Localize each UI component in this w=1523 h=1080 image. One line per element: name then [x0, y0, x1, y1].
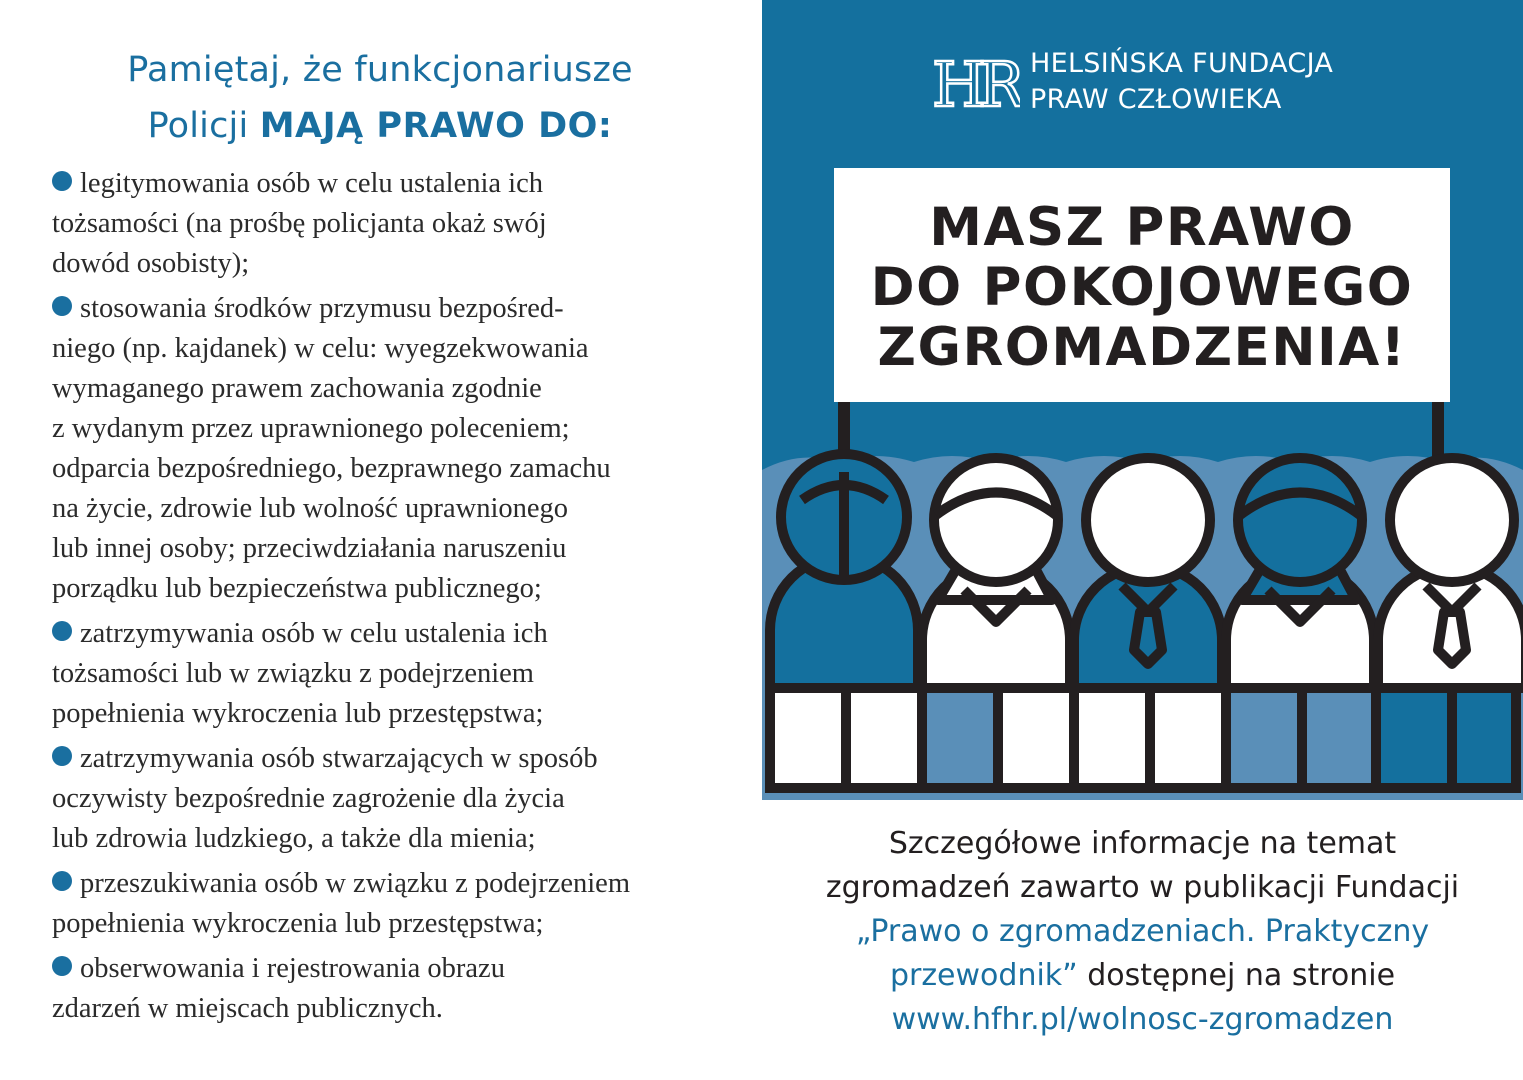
heading-line-1: Pamiętaj, że funkcjonariusze — [127, 50, 633, 90]
info-suffix: dostępnej na stronie — [1077, 958, 1396, 993]
logo-mark-text: HR — [932, 48, 1017, 118]
bullet-icon — [52, 956, 72, 976]
list-item — [52, 864, 742, 944]
bullet-icon — [52, 746, 72, 766]
list-item-text: legitymowania osób w celu ustalenia ich tożsamości (na prośbę policjanta okaż swój dowód osobisty); — [52, 168, 547, 279]
website-link[interactable]: www.hfhr.pl/wolnosc-zgromadzen — [891, 1002, 1394, 1037]
left-heading — [40, 42, 720, 154]
info-line-2: zgromadzeń zawarto w publikacji Fundacji — [825, 870, 1460, 905]
heading-prefix: Policji — [147, 106, 260, 146]
protest-sign — [834, 168, 1450, 402]
list-item — [52, 739, 742, 859]
bullet-icon — [52, 621, 72, 641]
list-item-text: zatrzymywania osób stwarzających w sposób oczywisty bezpośrednie zagrożenie dla życia lub zdrowia ludzkiego, a także dla mienia; — [52, 743, 598, 854]
info-line-4 — [770, 954, 1515, 998]
heading-line-2 — [40, 98, 720, 154]
list-item — [52, 289, 742, 609]
sign-line-2: DO POKOJOWEGO — [870, 257, 1414, 318]
more-info — [770, 822, 1515, 1042]
list-item-text: obserwowania i rejestrowania obrazu zdarzeń w miejscach publicznych. — [52, 953, 505, 1024]
logo-line-1: HELSIŃSKA FUNDACJA — [1030, 48, 1334, 79]
list-item — [52, 164, 742, 284]
list-item-text: przeszukiwania osób w związku z podejrzeniem popełnienia wykroczenia lub przestępstwa; — [52, 868, 630, 939]
heading-strong: MAJĄ PRAWO DO: — [259, 106, 613, 146]
poster-panel — [762, 0, 1523, 800]
list-item — [52, 949, 742, 1029]
list-item-text: zatrzymywania osób w celu ustalenia ich tożsamości lub w związku z podejrzeniem popełnienia wykroczenia lub przestępstwa; — [52, 618, 548, 729]
barrier — [770, 688, 1516, 788]
rights-list — [52, 164, 742, 1034]
bullet-icon — [52, 171, 72, 191]
info-line-1: Szczegółowe informacje na temat — [888, 826, 1397, 861]
publication-title-line-2: przewodnik” — [889, 958, 1078, 993]
person-1 — [770, 454, 918, 688]
bullet-icon — [52, 871, 72, 891]
logo-line-2: PRAW CZŁOWIEKA — [1030, 84, 1282, 115]
publication-title-line-1: „Prawo o zgromadzeniach. Praktyczny — [855, 914, 1430, 949]
sign-line-3: ZGROMADZENIA! — [877, 317, 1407, 378]
sign-line-1: MASZ PRAWO — [929, 197, 1355, 258]
list-item — [52, 614, 742, 734]
sign-title — [834, 198, 1450, 378]
bullet-icon — [52, 296, 72, 316]
list-item-text: stosowania środków przymusu bezpośred- niego (np. kajdanek) w celu: wyegzekwowania wymaganego prawem zachowania zgodnie z wydanym przez uprawnionego poleceniem; odparcia bezpośredniego, bezprawnego zamachu na życie, zdrowie lub wolność uprawnionego lub innej osoby; przeciwdziałania naruszeniu porządku lub bezpieczeństwa publicznego; — [52, 293, 611, 604]
